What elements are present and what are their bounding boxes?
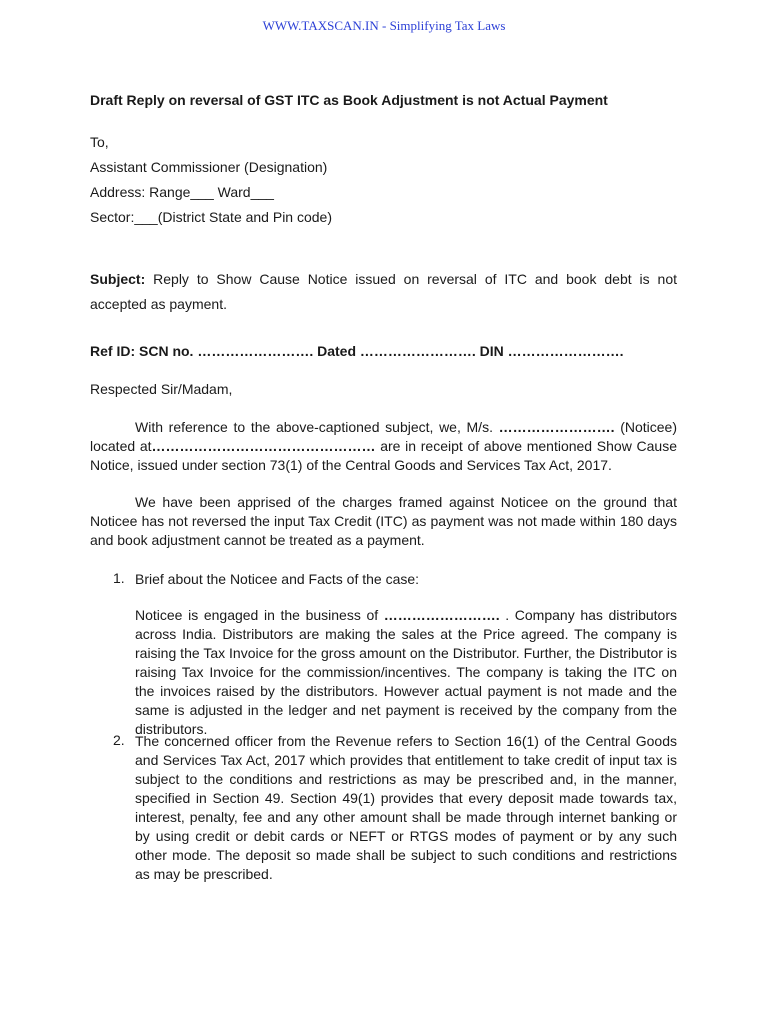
- para1-dots1: …………………….: [498, 419, 615, 435]
- list-item-1-heading: Brief about the Noticee and Facts of the case:: [135, 571, 420, 587]
- document-title: Draft Reply on reversal of GST ITC as Book Adjustment is not Actual Payment: [90, 92, 608, 108]
- li1-part2: . Company has distributors across India. Distributors are making the sales at the Price agreed. The company is raising the Tax Invoice for the gross amount on the Distributor. Further, the Distributor is raising Tax Invoice for the commission/incentives. The company is taking the ITC on the invoices raised by the distributors. However actual payment is not made and the same is adjusted in the ledger and net payment is received by the company from the distributors.: [135, 607, 677, 737]
- list-item-1-paragraph: [135, 606, 677, 739]
- para1-dots2: …………………………………………: [151, 438, 376, 454]
- subject-label: Subject:: [90, 271, 146, 287]
- address-sector: Sector:___(District State and Pin code): [90, 209, 333, 225]
- subject-text: Reply to Show Cause Notice issued on reversal of ITC and book debt is not accepted as payment.: [90, 271, 677, 312]
- header-site-link[interactable]: WWW.TAXSCAN.IN - Simplifying Tax Laws: [262, 18, 506, 33]
- para1-part1: With reference to the above-captioned subject, we, M/s.: [135, 419, 499, 435]
- li1-dots: …………………….: [383, 607, 500, 623]
- address-line: Address: Range___ Ward___: [90, 184, 274, 200]
- ref-id-line: Ref ID: SCN no. ……………………. Dated ……………………. DIN …………………….: [90, 343, 624, 359]
- address-designation: Assistant Commissioner (Designation): [90, 159, 328, 175]
- para1-part2: (Noticee) located at: [90, 419, 677, 454]
- paragraph-charges: We have been apprised of the charges framed against Noticee on the ground that Noticee has not reversed the input Tax Credit (ITC) as payment was not made within 180 days and book adjustment cannot be treated as a payment.: [90, 494, 677, 548]
- address-to: To,: [90, 134, 109, 150]
- salutation: Respected Sir/Madam,: [90, 381, 233, 397]
- list-item-1-number: 1.: [113, 570, 125, 586]
- address-block: [90, 130, 677, 230]
- subject-paragraph: [90, 267, 677, 317]
- list-item-2-number: 2.: [113, 732, 125, 748]
- li1-part1: Noticee is engaged in the business of: [135, 607, 384, 623]
- para1-part3: are in receipt of above mentioned Show Cause Notice, issued under section 73(1) of the Central Goods and Services Tax Act, 2017.: [90, 438, 677, 473]
- paragraph-reference: [90, 418, 677, 475]
- list-item-2-paragraph: The concerned officer from the Revenue refers to Section 16(1) of the Central Goods and Services Tax Act, 2017 which provides that entitlement to take credit of input tax is subject to the conditions and restrictions as may be prescribed and, in the manner, specified in Section 49. Section 49(1) provides that every deposit made towards tax, interest, penalty, fee and any other amount shall be made through internet banking or by using credit or debit cards or NEFT or RTGS modes of payment or by any such other mode. The deposit so made shall be subject to such conditions and restrictions as may be prescribed.: [135, 733, 677, 882]
